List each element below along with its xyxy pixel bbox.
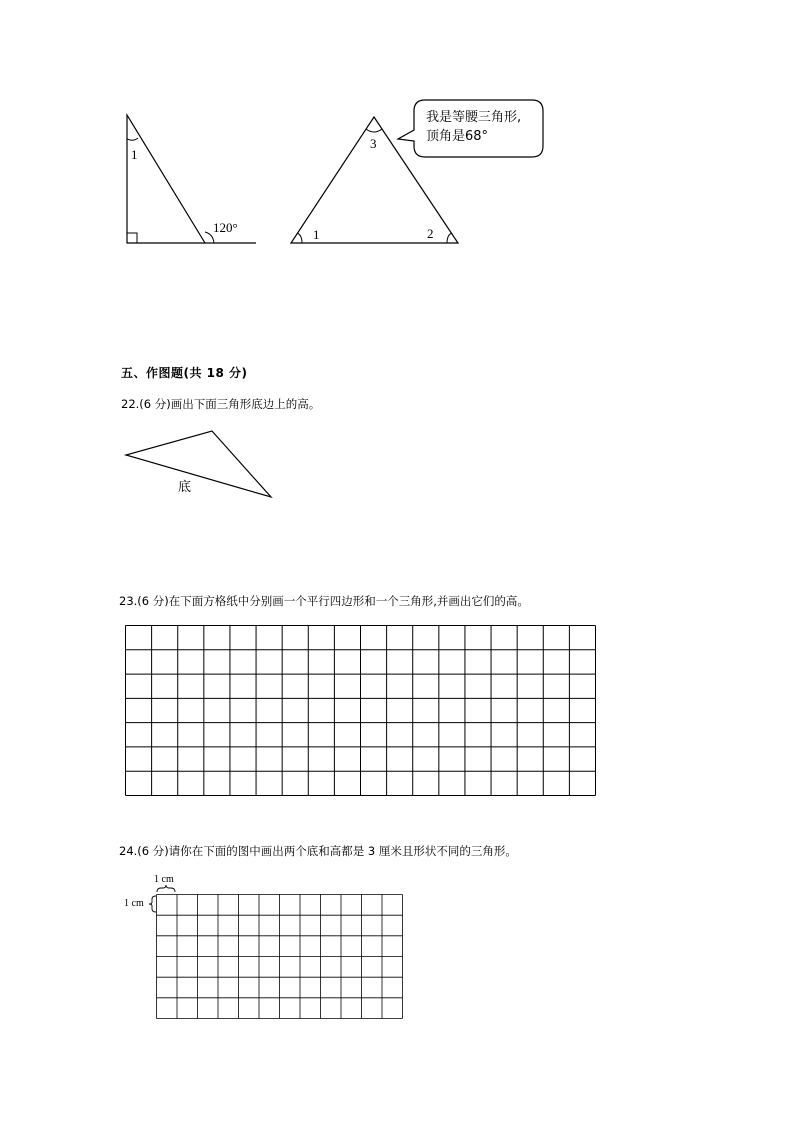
iso-angle3-label: 3 — [370, 136, 377, 151]
base-label: 底 — [178, 480, 192, 495]
iso-angle2-label: 2 — [427, 226, 434, 241]
q24-grid-paper[interactable] — [156, 894, 403, 1019]
exterior-angle-label: 120° — [213, 220, 238, 235]
unit-left-brace — [149, 896, 156, 912]
angle1-label: 1 — [131, 147, 138, 162]
unit-left-label: 1 cm — [124, 898, 144, 909]
question-22-text: 22.(6 分)画出下面三角形底边上的高。 — [121, 397, 321, 411]
iso-angle1-label: 1 — [313, 227, 320, 242]
speech-bubble-line1: 我是等腰三角形, — [426, 110, 522, 125]
question-24-text: 24.(6 分)请你在下面的图中画出两个底和高都是 3 厘米且形状不同的三角形。 — [119, 844, 517, 858]
unit-top-label: 1 cm — [154, 874, 174, 885]
section-title: 五、作图题(共 18 分) — [121, 366, 248, 380]
unit-top-brace — [157, 885, 175, 892]
question-23-text: 23.(6 分)在下面方格纸中分别画一个平行四边形和一个三角形,并画出它们的高。 — [119, 594, 529, 608]
speech-bubble-line2: 顶角是68° — [426, 129, 489, 144]
